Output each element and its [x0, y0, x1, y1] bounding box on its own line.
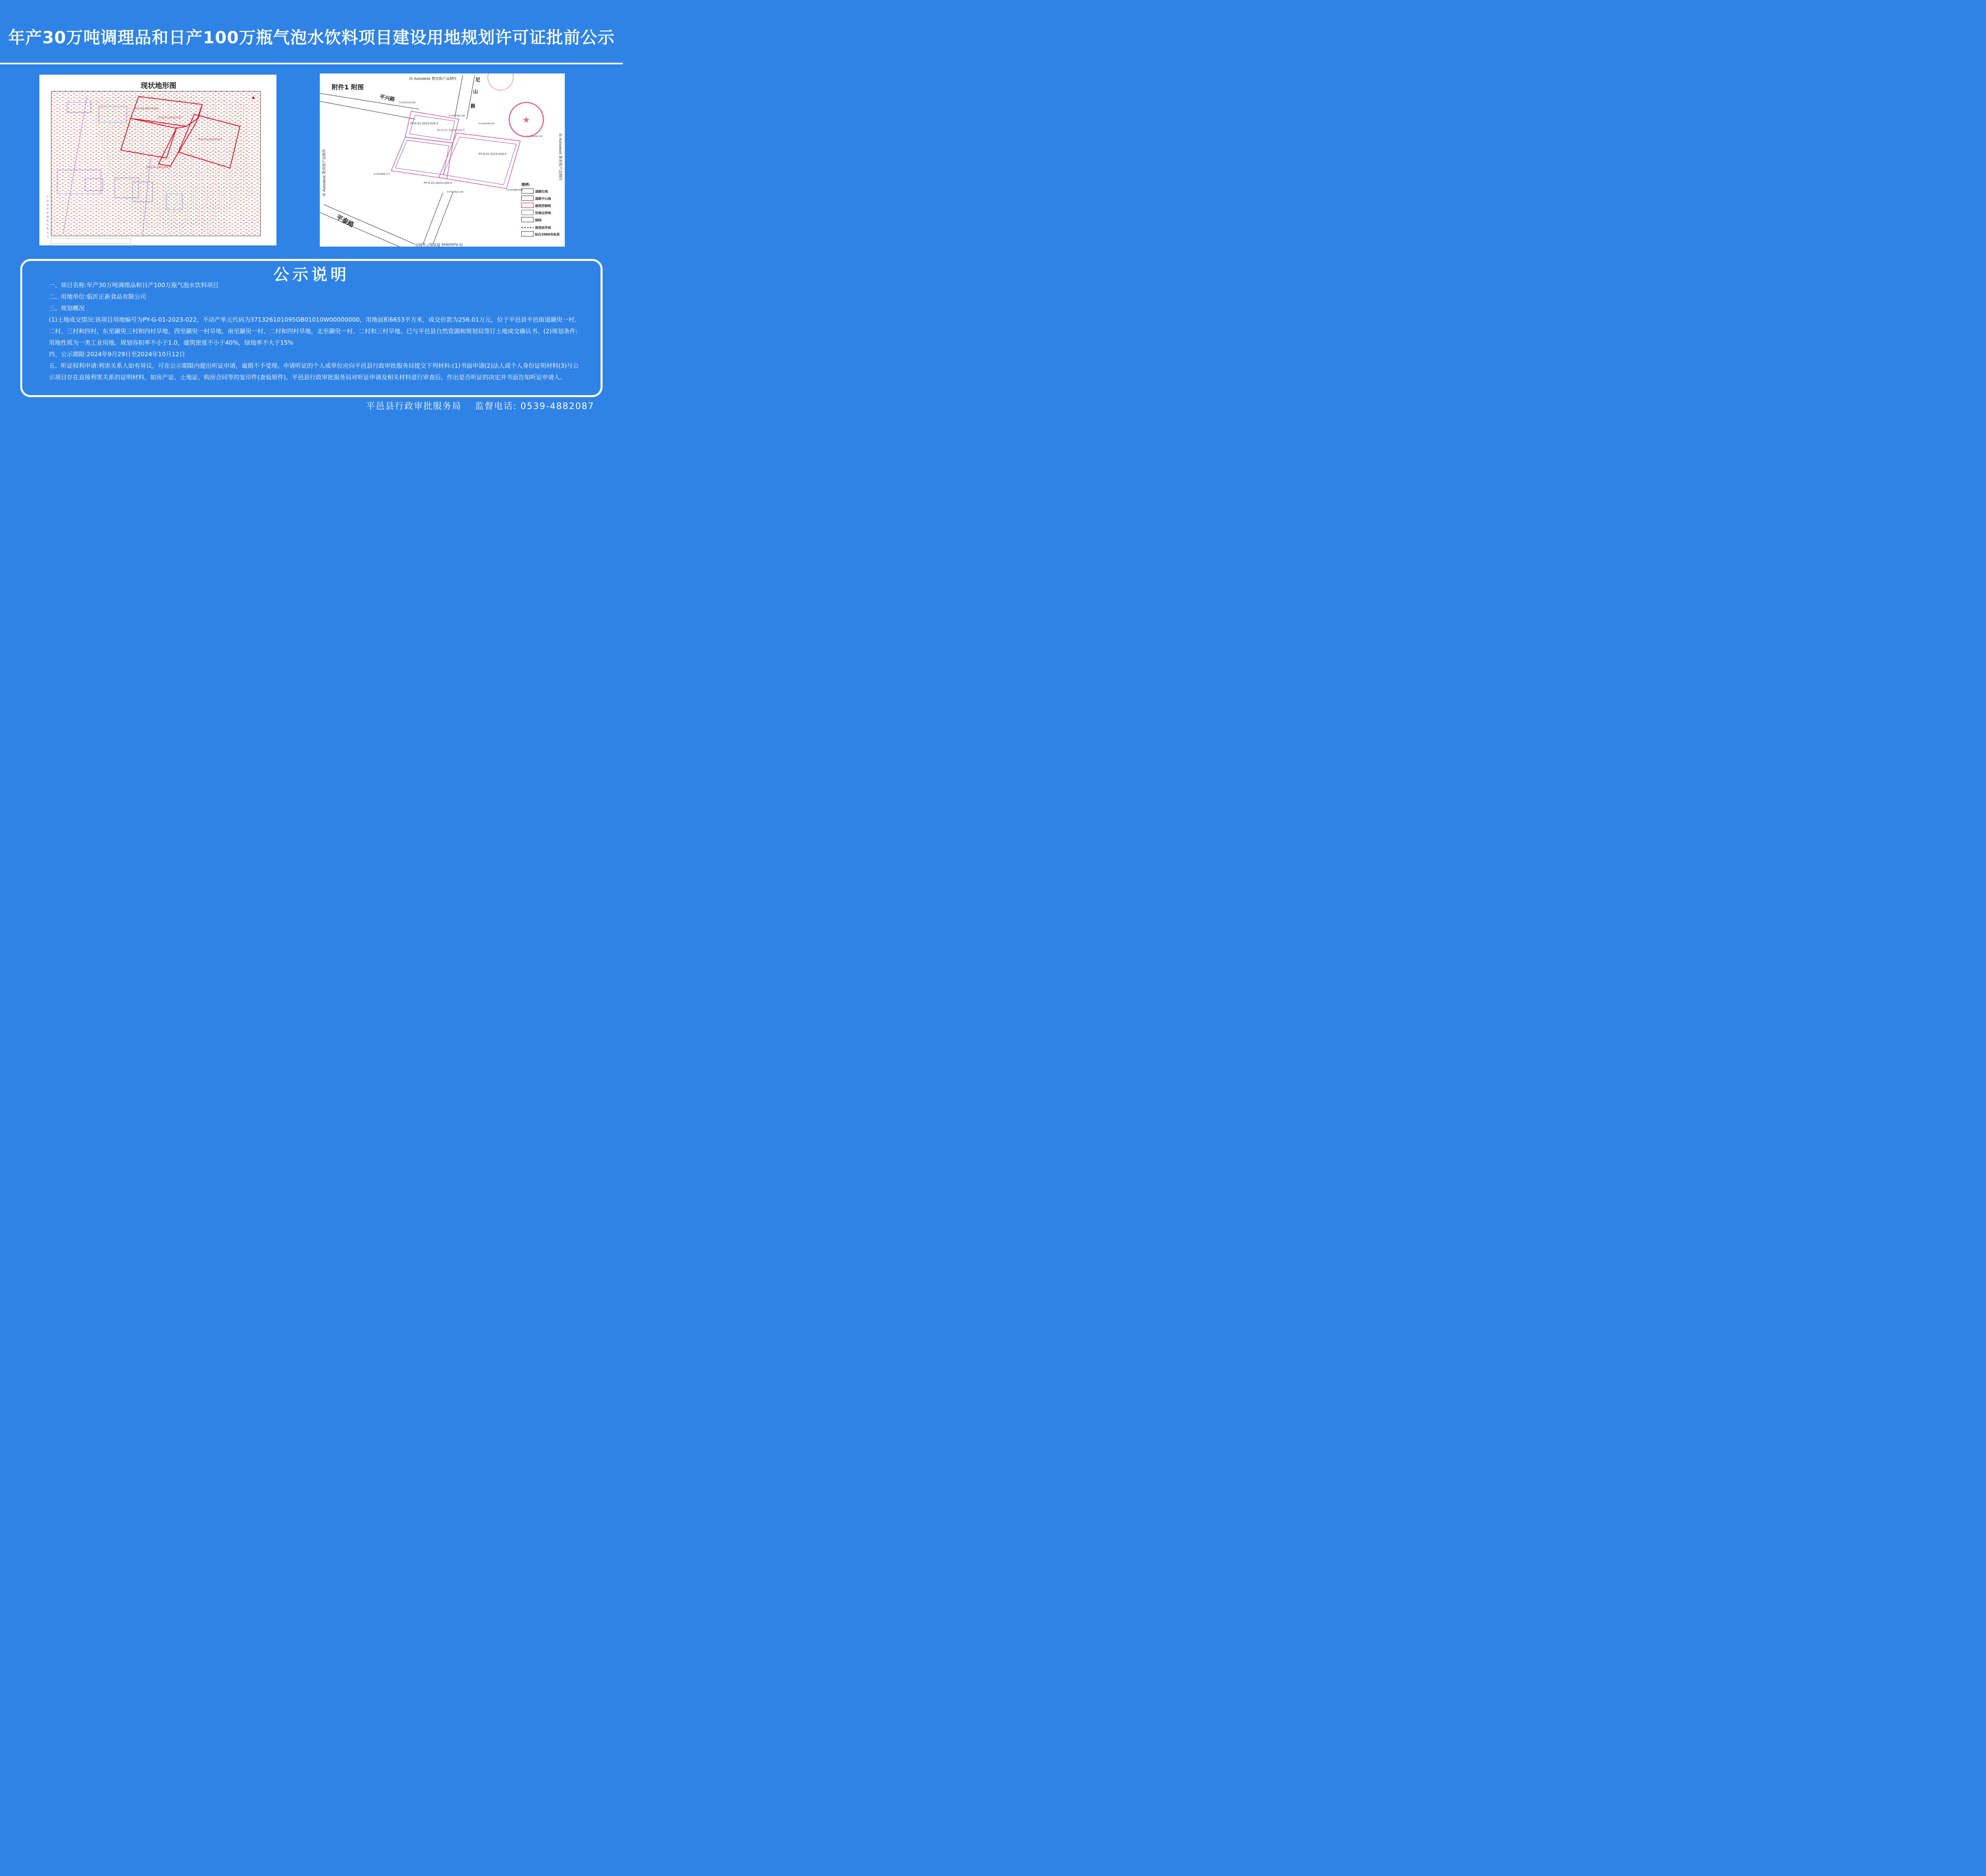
plan-parcel-3: PY-G-01-2023-016-5 [479, 152, 507, 156]
plan-watermark-left: 由 Autodesk 教育版产品制作 [323, 149, 326, 197]
svg-text:有: 有 [46, 224, 49, 226]
topographic-map [39, 75, 276, 245]
notice-line-land: (1)土地成交情况:该项目用地编号为PY-G-01-2023-022，不动产单元代码为371326101095GB01010W00000000，用地面积6653平方米，成交价款为256.01万元，位于平邑县平邑街道颛臾一村、二村、三村和四村，东至颛臾三村和四村旱地，西至颛臾一村旱地，南至颛臾一村、二村和四村旱地，北至颛臾一村、二村和三村旱地。已与平邑县自然资源和规划局签订土地成交确认书。(2)规划条件:用地性质为一类工业用地。规划容积率不小于1.0，建筑密度不小于40%，绿地率不大于15% [49, 316, 581, 346]
notice-panel [20, 259, 603, 397]
parcel-label-3: PY-G-01-2023-016-5 [198, 138, 222, 141]
road-label-pingxing: 平兴路 [379, 94, 396, 103]
plan-parcel-4: PY-G-01-2023-016-3 [424, 181, 452, 185]
svg-text:测: 测 [46, 216, 49, 218]
legend-item-6: 规划条件线 [535, 226, 551, 230]
notice-heading: 公示说明 [273, 266, 350, 284]
notice-line-overview: 三、规划概况 [49, 305, 85, 312]
svg-text:绘: 绘 [46, 220, 49, 222]
side-text [46, 195, 49, 238]
svg-text:X=3930004.130: X=3930004.130 [526, 135, 543, 138]
svg-text:X=3929820.249: X=3929820.249 [447, 191, 464, 193]
notice-line-unit: 二、用地单位:临沂正新食品有限公司 [49, 293, 147, 300]
notice-line-hearing: 五、听证权利申请:利害关系人如有异议，可在公示期限内提出听证申请，逾期不予受理。申请听证的个人或单位应向平邑县行政审批服务局提交下列材料:(1)书面申请(2)法人或个人身份证明材料(3)与公示项目存在直接利害关系的证明材料，如房产证、土地证、购房合同等的复印件(查验原件)，平邑县行政审批服务局对听证申请及相关材料进行审查后，作出是否听证的决定并书面告知听证申请人。 [49, 362, 579, 381]
footer [366, 400, 605, 414]
svg-text:X=3929864.896: X=3929864.896 [506, 189, 523, 191]
footer-phone: 监督电话: 0539-4882087 [475, 401, 595, 411]
site-plan-map [320, 73, 565, 247]
svg-text:X=3929906.177: X=3929906.177 [373, 173, 390, 176]
svg-text:X=3930083.497: X=3930083.497 [479, 123, 495, 125]
notice-line-period: 四、公示期限:2024年9月29日至2024年10月12日 [49, 351, 185, 358]
svg-text:平: 平 [46, 196, 49, 199]
road-label-nishan-mid: 山 [473, 89, 478, 95]
legend-item-4: 用地边界线 [535, 211, 551, 215]
svg-text:X=3930082.283: X=3930082.283 [449, 115, 466, 117]
notice-line-project: 一、项目名称:年产30万吨调理品和日产100万瓶气泡水饮料项目 [49, 282, 219, 289]
legend-title: 图例: [522, 183, 530, 187]
svg-text:限: 限 [46, 228, 49, 230]
road-label-nishan-low: 路 [471, 103, 476, 109]
plan-watermark-bottom: 由 Autodesk 教育版产品制作 [415, 242, 463, 246]
map-title: 现状地形图 [141, 82, 176, 90]
svg-text:县: 县 [46, 204, 49, 207]
notice-body [49, 280, 581, 383]
svg-text:居: 居 [46, 212, 49, 214]
legend-item-3: 建筑控制线 [535, 204, 551, 208]
legend-item-2: 道路中心线 [535, 197, 551, 201]
road-label-nishan-top: 尼 [475, 77, 481, 83]
svg-text:安: 安 [46, 208, 49, 210]
plan-watermark-right: 由 Autodesk 教育版产品制作 [558, 133, 562, 181]
page-title: 年产30万吨调理品和日产100万瓶气泡水饮料项目建设用地规划许可证批前公示 [8, 28, 615, 47]
legend-item-5: 绿线 [535, 218, 541, 222]
plan-title: 附件1 附图 [332, 83, 364, 91]
parcel-label-2: PY-G-01-2023-022号 [158, 116, 183, 119]
parcel-label-4: PY-G-01-2023-016-3 [147, 166, 171, 169]
plan-watermark-top: 由 Autodesk 教育版产品制作 [409, 77, 457, 81]
svg-text:X=3930149.569: X=3930149.569 [399, 102, 416, 104]
north-arrow-icon: ▲ [252, 95, 255, 100]
legend-item-1: 道路红线 [535, 190, 548, 193]
plan-parcel-1: PY-G-01-2023-016-2 [410, 122, 439, 125]
svg-text:公: 公 [46, 232, 49, 234]
footer-agency: 平邑县行政审批服务局 [366, 401, 462, 411]
plan-parcel-2: PY-G-01-2023-022号 [437, 129, 465, 132]
svg-text:司: 司 [46, 235, 49, 238]
legend-item-7: 标注2000坐标系 [535, 233, 560, 236]
svg-text:邑: 邑 [46, 200, 49, 203]
title-divider [0, 63, 623, 64]
road-label-pingtai: 平泰路 [335, 213, 355, 229]
parcel-label-1: PY-G-01-2023-016-2 [135, 107, 159, 110]
svg-text:★: ★ [522, 115, 530, 125]
